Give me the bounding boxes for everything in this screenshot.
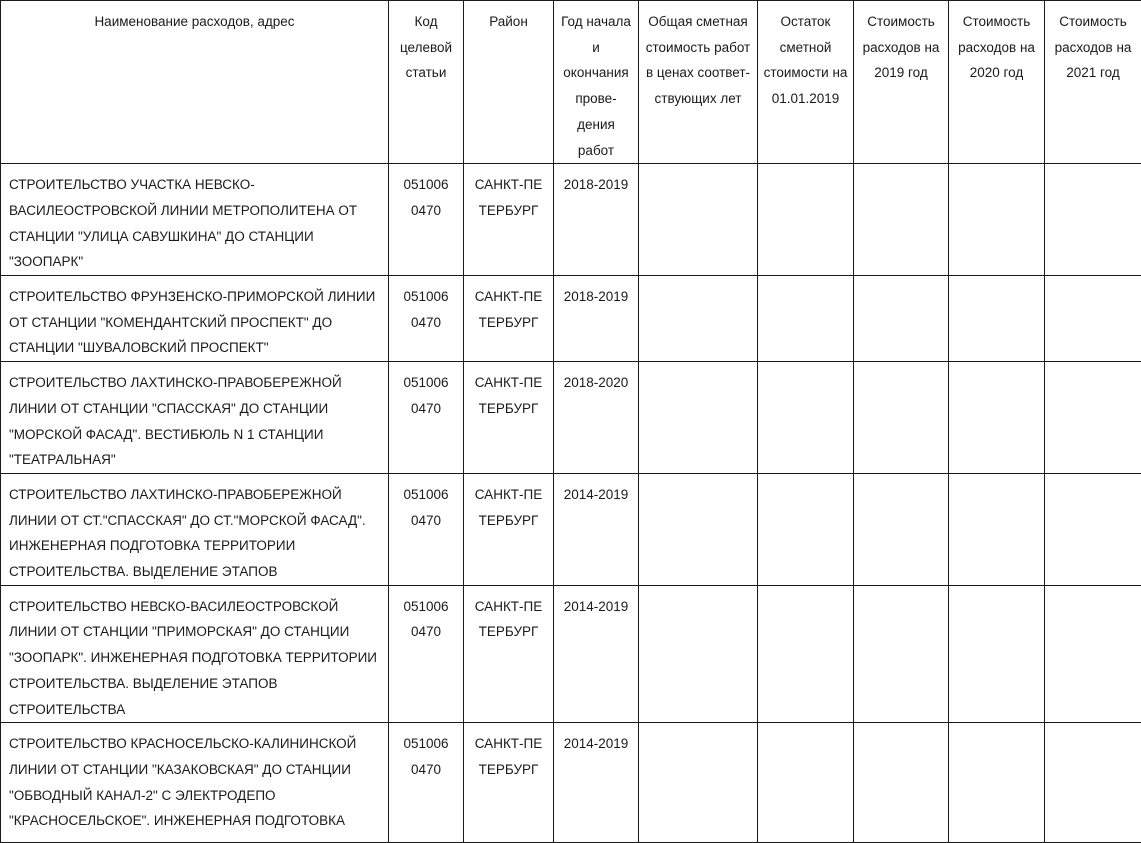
header-code-label: Код целевой статьи bbox=[389, 1, 463, 86]
header-total-cost bbox=[639, 1, 758, 164]
cell-cost-2020 bbox=[949, 164, 1045, 276]
cell-district bbox=[464, 276, 554, 362]
table-row bbox=[1, 473, 1141, 585]
cell-code-text: 0510060470 bbox=[389, 164, 463, 223]
cell-name bbox=[1, 362, 389, 474]
cell-years bbox=[554, 723, 639, 843]
header-name bbox=[1, 1, 389, 164]
cell-name-text: СТРОИТЕЛЬСТВО ЛАХТИНСКО-ПРАВОБЕРЕЖНОЙ ЛИНИИ ОТ СТАНЦИИ "СПАССКАЯ" ДО СТАНЦИИ "МОРСКОЙ ФАСАД". ВЕСТИБЮЛЬ N 1 СТАНЦИИ "ТЕАТРАЛЬНАЯ" bbox=[1, 362, 388, 473]
cell-cost-2020 bbox=[949, 585, 1045, 723]
cell-years bbox=[554, 164, 639, 276]
cell-code bbox=[389, 723, 464, 843]
cell-cost-2021 bbox=[1045, 473, 1141, 585]
cell-code-text: 0510060470 bbox=[389, 362, 463, 421]
cell-remaining bbox=[758, 473, 854, 585]
cell-cost-2019 bbox=[854, 723, 949, 843]
cell-name bbox=[1, 473, 389, 585]
cell-total-cost bbox=[639, 362, 758, 474]
cell-district bbox=[464, 473, 554, 585]
header-remaining-label: Остаток сметной стоимости на 01.01.2019 bbox=[758, 1, 853, 112]
header-cost-2021-label: Стоимость расходов на 2021 год bbox=[1045, 1, 1141, 86]
cell-name bbox=[1, 723, 389, 843]
cell-code-text: 0510060470 bbox=[389, 474, 463, 533]
cell-district bbox=[464, 164, 554, 276]
cell-district bbox=[464, 723, 554, 843]
cell-cost-2021 bbox=[1045, 362, 1141, 474]
cell-district bbox=[464, 585, 554, 723]
table-row bbox=[1, 276, 1141, 362]
cell-total-cost bbox=[639, 276, 758, 362]
cell-name-text: СТРОИТЕЛЬСТВО ЛАХТИНСКО-ПРАВОБЕРЕЖНОЙ ЛИНИИ ОТ СТ."СПАССКАЯ" ДО СТ."МОРСКОЙ ФАСАД". ИНЖЕНЕРНАЯ ПОДГОТОВКА ТЕРРИТОРИИ СТРОИТЕЛЬСТВА. ВЫДЕЛЕНИЕ ЭТАПОВ bbox=[1, 474, 388, 585]
table-header-row bbox=[1, 1, 1141, 164]
cell-name bbox=[1, 276, 389, 362]
cell-cost-2020 bbox=[949, 362, 1045, 474]
cell-district-text: САНКТ-ПЕТЕРБУРГ bbox=[464, 362, 553, 421]
header-cost-2021 bbox=[1045, 1, 1141, 164]
cell-name bbox=[1, 585, 389, 723]
table-row bbox=[1, 362, 1141, 474]
cell-code bbox=[389, 164, 464, 276]
cell-cost-2019 bbox=[854, 473, 949, 585]
cell-cost-2021 bbox=[1045, 164, 1141, 276]
cell-remaining bbox=[758, 723, 854, 843]
cell-remaining bbox=[758, 362, 854, 474]
header-cost-2019 bbox=[854, 1, 949, 164]
cell-years-text: 2014-2019 bbox=[554, 723, 638, 757]
header-district-label: Район bbox=[464, 1, 553, 35]
header-district bbox=[464, 1, 554, 164]
cell-code bbox=[389, 362, 464, 474]
header-cost-2020 bbox=[949, 1, 1045, 164]
cell-cost-2021 bbox=[1045, 723, 1141, 843]
cell-total-cost bbox=[639, 585, 758, 723]
table-row bbox=[1, 723, 1141, 843]
cell-total-cost bbox=[639, 164, 758, 276]
cell-code bbox=[389, 473, 464, 585]
cell-cost-2020 bbox=[949, 276, 1045, 362]
header-remaining bbox=[758, 1, 854, 164]
header-years-label: Год начала и окончания прове-дения работ bbox=[554, 1, 638, 163]
cell-years-text: 2018-2019 bbox=[554, 276, 638, 310]
cell-code-text: 0510060470 bbox=[389, 723, 463, 782]
cell-remaining bbox=[758, 585, 854, 723]
cell-total-cost bbox=[639, 723, 758, 843]
cell-cost-2019 bbox=[854, 585, 949, 723]
cell-years bbox=[554, 276, 639, 362]
cell-years bbox=[554, 473, 639, 585]
cell-years-text: 2018-2019 bbox=[554, 164, 638, 198]
cell-district-text: САНКТ-ПЕТЕРБУРГ bbox=[464, 164, 553, 223]
cell-name-text: СТРОИТЕЛЬСТВО УЧАСТКА НЕВСКО-ВАСИЛЕОСТРОВСКОЙ ЛИНИИ МЕТРОПОЛИТЕНА ОТ СТАНЦИИ "УЛИЦА САВУШКИНА" ДО СТАНЦИИ "ЗООПАРК" bbox=[1, 164, 388, 275]
cell-cost-2019 bbox=[854, 362, 949, 474]
cell-total-cost bbox=[639, 473, 758, 585]
table-row bbox=[1, 585, 1141, 723]
cell-code bbox=[389, 276, 464, 362]
cell-code bbox=[389, 585, 464, 723]
cell-remaining bbox=[758, 276, 854, 362]
header-name-label: Наименование расходов, адрес bbox=[1, 1, 388, 35]
header-code bbox=[389, 1, 464, 164]
cell-years bbox=[554, 585, 639, 723]
table-row bbox=[1, 164, 1141, 276]
cell-cost-2019 bbox=[854, 276, 949, 362]
cell-remaining bbox=[758, 164, 854, 276]
cell-name bbox=[1, 164, 389, 276]
header-cost-2020-label: Стоимость расходов на 2020 год bbox=[949, 1, 1044, 86]
cell-cost-2021 bbox=[1045, 585, 1141, 723]
cell-district-text: САНКТ-ПЕТЕРБУРГ bbox=[464, 586, 553, 645]
cell-name-text: СТРОИТЕЛЬСТВО НЕВСКО-ВАСИЛЕОСТРОВСКОЙ ЛИНИИ ОТ СТАНЦИИ "ПРИМОРСКАЯ" ДО СТАНЦИИ "ЗООПАРК". ИНЖЕНЕРНАЯ ПОДГОТОВКА ТЕРРИТОРИИ СТРОИТЕЛЬСТВА. ВЫДЕЛЕНИЕ ЭТАПОВ СТРОИТЕЛЬСТВА bbox=[1, 586, 388, 723]
cell-cost-2019 bbox=[854, 164, 949, 276]
cell-years-text: 2018-2020 bbox=[554, 362, 638, 396]
cell-district bbox=[464, 362, 554, 474]
cell-name-text: СТРОИТЕЛЬСТВО КРАСНОСЕЛЬСКО-КАЛИНИНСКОЙ ЛИНИИ ОТ СТАНЦИИ "КАЗАКОВСКАЯ" ДО СТАНЦИИ "ОБВОДНЫЙ КАНАЛ-2" С ЭЛЕКТРОДЕПО "КРАСНОСЕЛЬСКОЕ". ИНЖЕНЕРНАЯ ПОДГОТОВКА bbox=[1, 723, 388, 834]
cell-years-text: 2014-2019 bbox=[554, 474, 638, 508]
header-total-cost-label: Общая сметная стоимость работ в ценах соответ-ствующих лет bbox=[639, 1, 757, 112]
cell-code-text: 0510060470 bbox=[389, 586, 463, 645]
cell-years bbox=[554, 362, 639, 474]
cell-cost-2020 bbox=[949, 723, 1045, 843]
cell-district-text: САНКТ-ПЕТЕРБУРГ bbox=[464, 723, 553, 782]
header-cost-2019-label: Стоимость расходов на 2019 год bbox=[854, 1, 948, 86]
cell-cost-2021 bbox=[1045, 276, 1141, 362]
cell-years-text: 2014-2019 bbox=[554, 586, 638, 620]
cell-name-text: СТРОИТЕЛЬСТВО ФРУНЗЕНСКО-ПРИМОРСКОЙ ЛИНИИ ОТ СТАНЦИИ "КОМЕНДАНТСКИЙ ПРОСПЕКТ" ДО СТАНЦИИ "ШУВАЛОВСКИЙ ПРОСПЕКТ" bbox=[1, 276, 388, 361]
header-years bbox=[554, 1, 639, 164]
cell-district-text: САНКТ-ПЕТЕРБУРГ bbox=[464, 276, 553, 335]
cell-cost-2020 bbox=[949, 473, 1045, 585]
cell-code-text: 0510060470 bbox=[389, 276, 463, 335]
cell-district-text: САНКТ-ПЕТЕРБУРГ bbox=[464, 474, 553, 533]
